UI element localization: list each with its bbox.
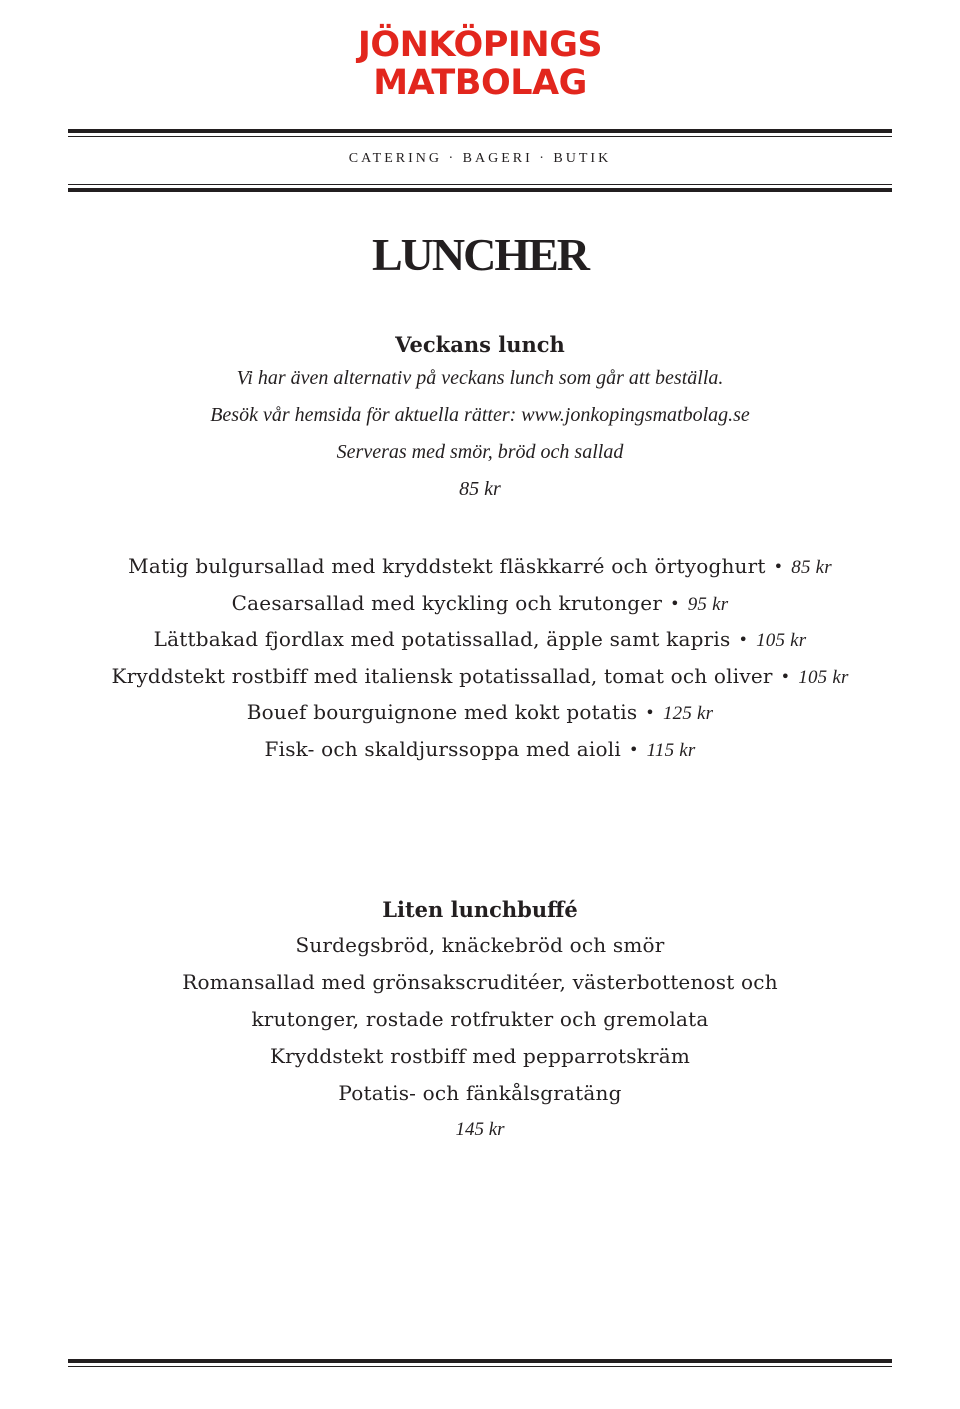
veckans-heading: Veckans lunch: [395, 332, 565, 357]
veckans-lunch-section: [0, 330, 960, 508]
bullet-separator: •: [628, 739, 639, 759]
dish-item: [0, 731, 960, 768]
page-title: LUNCHER: [371, 229, 589, 280]
tagline: CATERING · BAGERI · BUTIK: [348, 151, 612, 166]
dish-name: Caesarsallad med kyckling och krutonger: [231, 590, 663, 615]
veckans-price: 85 kr: [459, 478, 501, 500]
dish-price: 105 kr: [798, 666, 849, 688]
dish-item: [0, 548, 960, 585]
buffe-item: krutonger, rostade rotfrukter och gremolata: [251, 1007, 709, 1031]
dish-item: [0, 658, 960, 695]
buffe-item: Kryddstekt rostbiff med pepparrotskräm: [269, 1044, 691, 1068]
bullet-separator: •: [645, 703, 655, 722]
top-double-rule: [68, 129, 892, 137]
dish-name: Matig bulgursallad med kryddstekt fläskkarré och örtyoghurt: [128, 554, 766, 578]
dish-price: 115 kr: [646, 739, 696, 761]
middle-double-rule: [68, 184, 892, 192]
veckans-note-serveras: Serveras med smör, bröd och sallad: [336, 441, 624, 463]
dish-price: 125 kr: [662, 703, 714, 724]
dish-name: Kryddstekt rostbiff med italiensk potatissallad, tomat och oliver: [111, 663, 773, 688]
dish-price: 95 kr: [687, 593, 729, 615]
bullet-separator: •: [670, 593, 680, 613]
buffe-item: Romansallad med grönsakscruditéer, västerbottenost och: [182, 970, 778, 994]
dish-price: 85 kr: [791, 557, 832, 578]
dish-item: [0, 585, 960, 622]
logo-line-2: MATBOLAG: [373, 63, 587, 103]
bullet-separator: •: [773, 557, 784, 576]
bottom-double-rule: [68, 1359, 892, 1367]
bullet-separator: •: [780, 666, 791, 686]
lunchbuffe-section: [0, 893, 960, 1148]
dish-name: Lättbakad fjordlax med potatissallad, äpple samt kapris: [153, 627, 731, 651]
dish-item: [0, 621, 960, 658]
dish-price: 105 kr: [756, 630, 807, 651]
veckans-note-alternativ: Vi har även alternativ på veckans lunch som går att beställa.: [236, 367, 724, 389]
dish-list: [0, 548, 960, 767]
logo: [0, 26, 960, 102]
buffe-price: 145 kr: [455, 1119, 505, 1140]
dish-name: Bouef bourguignone med kokt potatis: [246, 700, 638, 724]
bullet-separator: •: [738, 630, 749, 649]
buffe-item: Surdegsbröd, knäckebröd och smör: [295, 933, 665, 957]
buffe-item: Potatis- och fänkålsgratäng: [338, 1081, 622, 1105]
veckans-note-hemsida: Besök vår hemsida för aktuella rätter: www.jonkopingsmatbolag.se: [210, 404, 750, 426]
dish-item: [0, 694, 960, 731]
buffe-heading: Liten lunchbuffé: [382, 897, 578, 922]
dish-name: Fisk- och skaldjurssoppa med aioli: [264, 736, 621, 761]
logo-line-1: JÖNKÖPINGS: [357, 25, 603, 65]
